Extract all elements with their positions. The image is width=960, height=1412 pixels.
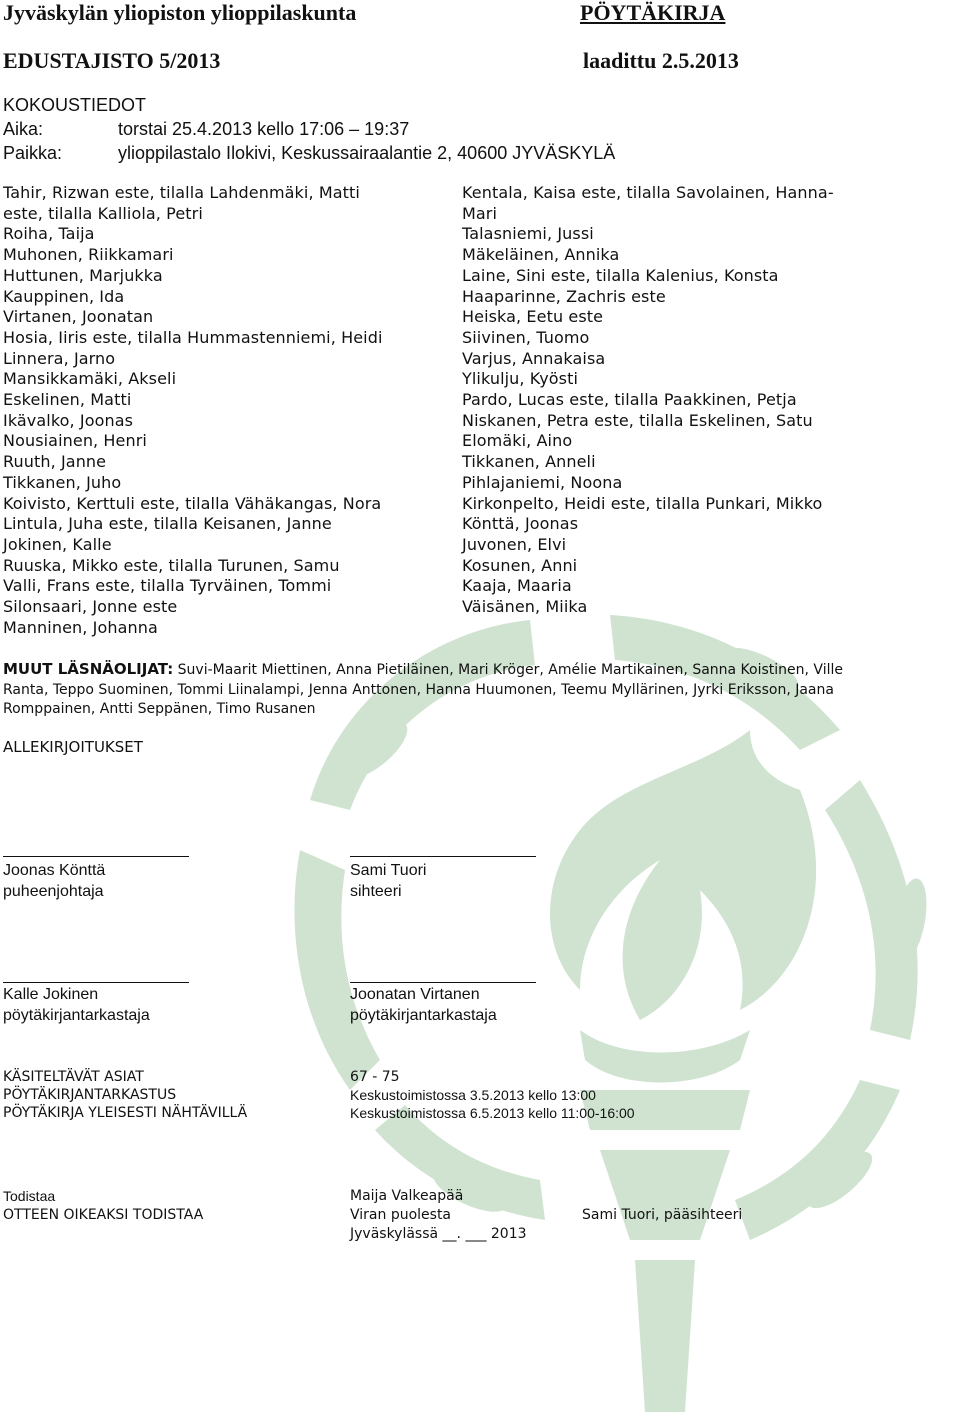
attendee-entry: Koivisto, Kerttuli este, tilalla Vähäkangas, Nora [3, 493, 382, 513]
attendee-entry: Silonsaari, Jonne este [3, 597, 178, 617]
chair-signature-line [3, 856, 189, 857]
attendee-entry: Tikkanen, Anneli [462, 452, 596, 472]
attendee-entry: Ikävalko, Joonas [3, 410, 134, 430]
attendee-entry: Ruuska, Mikko este, tilalla Turunen, Samu [3, 555, 340, 575]
attendee-entry: Laine, Sini este, tilalla Kalenius, Konsta [462, 265, 779, 285]
witness-label: Todistaa [3, 1188, 56, 1204]
place-date: Jyväskylässä __. ___ 2013 [350, 1226, 527, 1242]
attendee-entry: Tahir, Rizwan este, tilalla Lahdenmäki, Matti [3, 183, 360, 202]
attendee-entry: Linnera, Jarno [3, 348, 116, 368]
items-value: 67 - 75 [350, 1069, 400, 1085]
checker1-signature-line [3, 982, 189, 983]
public-label: PÖYTÄKIRJA YLEISESTI NÄHTÄVILLÄ [3, 1105, 248, 1121]
attendee-entry: Mäkeläinen, Annika [462, 245, 620, 265]
place-label: Paikka: [3, 143, 63, 163]
attendee-entry: Talasniemi, Jussi [462, 224, 594, 244]
attendee-entry: Pardo, Lucas este, tilalla Paakkinen, Petja [462, 390, 797, 410]
attendee-entry: Mansikkamäki, Akseli [3, 369, 177, 389]
attendee-entry: Virtanen, Joonatan [3, 307, 154, 327]
attendee-entry: Kauppinen, Ida [3, 286, 125, 306]
attendee-entry: Niskanen, Petra este, tilalla Eskelinen, Satu [462, 410, 813, 430]
attendee-entry: Tikkanen, Juho [3, 472, 122, 492]
check-value: Keskustoimistossa 3.5.2013 kello 13:00 [350, 1087, 596, 1103]
secretary-signature-line [350, 856, 536, 857]
document-type: PÖYTÄKIRJA [580, 0, 726, 25]
chair-role: puheenjohtaja [3, 883, 104, 900]
secretary-name: Sami Tuori [350, 862, 427, 879]
meeting-info-heading: KOKOUSTIEDOT [3, 95, 147, 115]
attendee-entry: este, tilalla Kalliola, Petri [3, 203, 203, 223]
attendee-entry: Kirkonpelto, Heidi este, tilalla Punkari, Mikko [462, 493, 823, 513]
witness-name: Maija Valkeapää [350, 1188, 464, 1204]
checker2-role: pöytäkirjantarkastaja [350, 1007, 497, 1024]
place-value: ylioppilastalo Ilokivi, Keskussairaalantie 2, 40600 JYVÄSKYLÄ [118, 143, 616, 163]
attendee-entry: Kentala, Kaisa este, tilalla Savolainen, Hanna- [462, 183, 834, 202]
time-label: Aika: [3, 119, 44, 139]
attendee-entry: Elomäki, Aino [462, 431, 573, 451]
secretary-role: sihteeri [350, 883, 402, 900]
attendee-entry: Muhonen, Riikkamari [3, 245, 174, 265]
others-present [3, 660, 863, 720]
attendee-entry: Varjus, Annakaisa [462, 348, 606, 368]
attendees-right-list [462, 183, 834, 618]
chair-name: Joonas Könttä [3, 862, 106, 879]
extract-label: OTTEEN OIKEAKSI TODISTAA [3, 1207, 204, 1223]
checker2-signature-line [350, 982, 536, 983]
general-secretary: Sami Tuori, pääsihteeri [582, 1207, 743, 1223]
attendee-entry: Ylikulju, Kyösti [462, 369, 579, 389]
check-label: PÖYTÄKIRJANTARKASTUS [3, 1087, 177, 1103]
meeting-title: EDUSTAJISTO 5/2013 [3, 48, 221, 73]
time-value: torstai 25.4.2013 kello 17:06 – 19:37 [118, 119, 410, 139]
others-present-label: MUUT LÄSNÄOLIJAT: [3, 660, 174, 678]
checker2-name: Joonatan Virtanen [350, 986, 480, 1003]
attendee-entry: Nousiainen, Henri [3, 431, 147, 451]
attendee-entry: Roiha, Taija [3, 224, 95, 244]
attendee-entry: Juvonen, Elvi [462, 534, 567, 554]
organization-name: Jyväskylän yliopiston ylioppilaskunta [3, 0, 357, 25]
attendee-entry: Könttä, Joonas [462, 514, 579, 534]
items-label: KÄSITELTÄVÄT ASIAT [3, 1069, 144, 1085]
attendee-entry: Huttunen, Marjukka [3, 265, 163, 285]
attendee-entry: Hosia, Iiris este, tilalla Hummastenniemi, Heidi [3, 327, 383, 347]
attendee-entry: Väisänen, Miika [462, 597, 588, 617]
attendee-entry: Manninen, Johanna [3, 617, 158, 637]
attendees-left-list [3, 183, 383, 638]
attendee-entry: Mari [462, 203, 498, 223]
official-capacity: Viran puolesta [350, 1207, 452, 1223]
others-present-names: Suvi-Maarit Miettinen, Anna Pietiläinen, Mari Kröger, Amélie Martikainen, Sanna Koistinen, Ville Ranta, Teppo Suominen, Tommi Liinalampi, Jenna Anttonen, Hanna Huumonen, Teemu Myllärinen, Jyrki Eriksson, Jaana Romppainen, Antti Seppänen, Timo Rusanen [3, 662, 843, 717]
attendee-entry: Ruuth, Janne [3, 452, 107, 472]
attendee-entry: Haaparinne, Zachris este [462, 286, 666, 306]
attendee-entry: Heiska, Eetu este [462, 307, 604, 327]
checker1-role: pöytäkirjantarkastaja [3, 1007, 150, 1024]
attendee-entry: Kosunen, Anni [462, 555, 578, 575]
attendee-entry: Lintula, Juha este, tilalla Keisanen, Janne [3, 514, 332, 534]
attendee-entry: Jokinen, Kalle [3, 534, 112, 554]
public-value: Keskustoimistossa 6.5.2013 kello 11:00-16:00 [350, 1105, 635, 1121]
attendee-entry: Valli, Frans este, tilalla Tyrväinen, Tommi [3, 576, 332, 596]
attendee-entry: Siivinen, Tuomo [462, 327, 590, 347]
drafted-date: laadittu 2.5.2013 [583, 48, 739, 73]
attendee-entry: Kaaja, Maaria [462, 576, 572, 596]
attendee-entry: Pihlajaniemi, Noona [462, 472, 623, 492]
checker1-name: Kalle Jokinen [3, 986, 99, 1003]
signatures-heading: ALLEKIRJOITUKSET [3, 738, 143, 756]
attendee-entry: Eskelinen, Matti [3, 390, 132, 410]
